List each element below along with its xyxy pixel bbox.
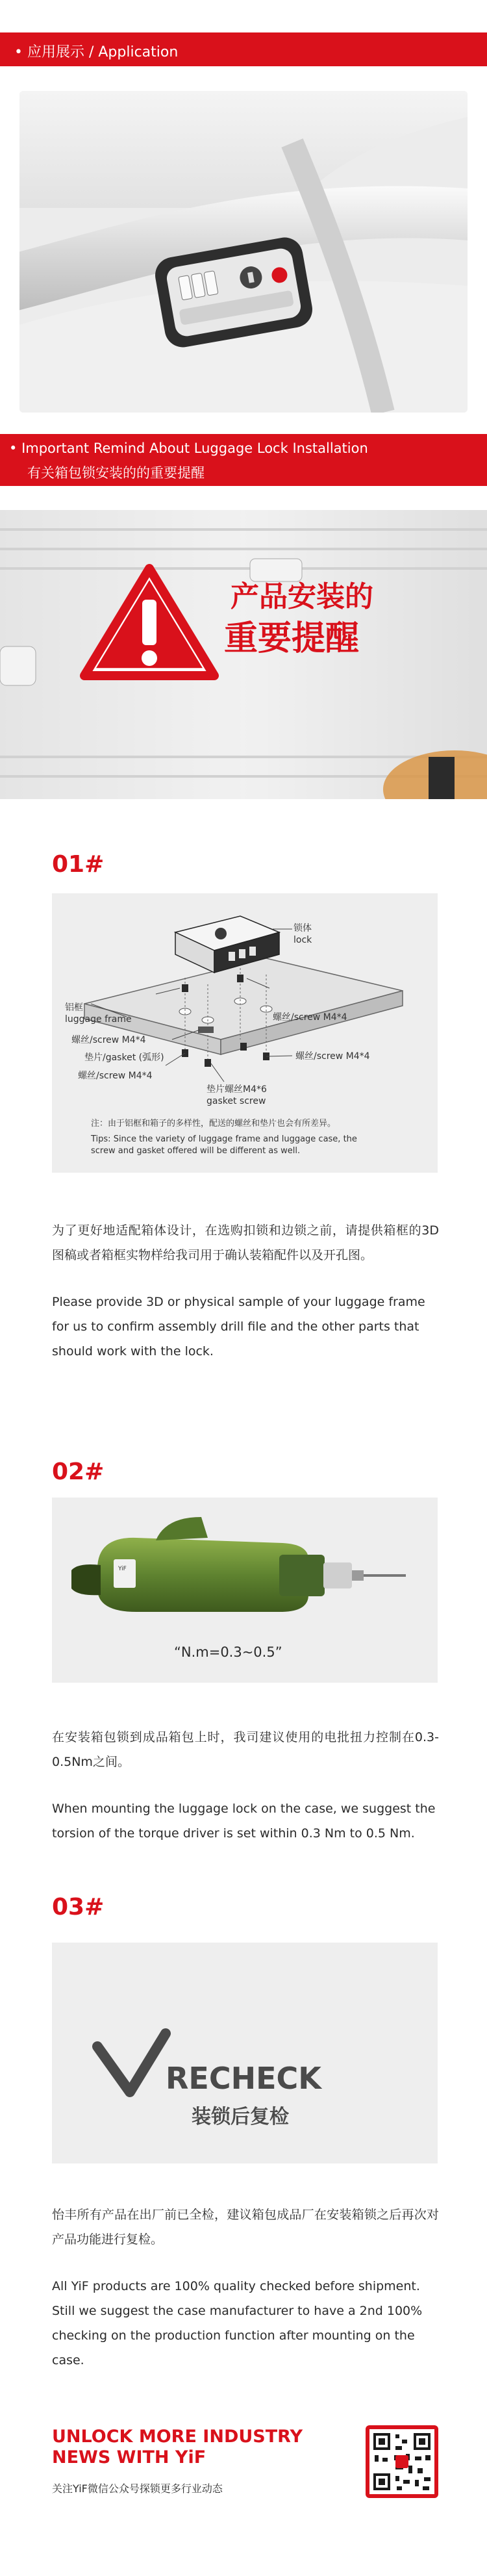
label-screw-tl: 螺丝/screw M4*4	[71, 1035, 146, 1045]
section2-text-en: When mounting the luggage lock on the case, we suggest the torsion of the torque driver is set within 0.3 Nm to 0.5 Nm.	[52, 1802, 436, 1841]
recheck-cn: 装锁后复检	[192, 2106, 289, 2128]
label-gasket-screw-en: gasket screw	[206, 1096, 266, 1106]
application-photo	[19, 91, 468, 413]
section3-text-en: All YiF products are 100% quality checked before shipment. Still we suggest the case manufacturer to have a 2nd 100% checking on the production function after mounting on the case.	[52, 2279, 423, 2367]
label-frame-en: luggage frame	[65, 1014, 132, 1025]
note-cn: 注：由于铝框和箱子的多样性，配送的螺丝和垫片也会有所差异。	[91, 1119, 336, 1129]
note-en-1: Tips: Since the variety of luggage frame and luggage case, the	[91, 1134, 357, 1144]
label-frame: 铝框	[65, 1002, 83, 1013]
header-title: • 应用展示 / Application	[14, 44, 179, 60]
footer-line1: UNLOCK MORE INDUSTRY	[52, 2427, 303, 2447]
torque-driver-image	[52, 1498, 438, 1683]
check-icon	[97, 2034, 166, 2092]
footer-headline	[52, 2427, 303, 2468]
label-gasket: 垫片/gasket (弧形)	[84, 1052, 164, 1063]
hero-line1: 产品安装的	[231, 580, 373, 613]
note-en-2: screw and gasket offered will be different as well.	[91, 1146, 301, 1156]
recheck-graphic	[52, 1943, 438, 2163]
tool-brand: YiF	[118, 1566, 127, 1572]
footer-line2: NEWS WITH YiF	[52, 2447, 206, 2468]
label-screw-r: 螺丝/screw M4*4	[295, 1051, 370, 1062]
section1-number: 01#	[52, 851, 105, 878]
section1-text-en: Please provide 3D or physical sample of your luggage frame for us to confirm assembly drill file and the other parts that should work with the lock.	[52, 1295, 425, 1358]
assembly-diagram	[52, 893, 438, 1173]
remind-title-cn: 有关箱包锁安装的的重要提醒	[27, 465, 205, 481]
remind-title-en: • Important Remind About Luggage Lock Installation	[9, 440, 368, 456]
footer-line3: 关注YiF微信公众号探锁更多行业动态	[52, 2482, 223, 2495]
torque-driver-card	[52, 1498, 438, 1683]
section3-number: 03#	[52, 1894, 105, 1920]
label-lock-en: lock	[293, 935, 312, 945]
label-gasket-screw: 垫片螺丝M4*6	[206, 1084, 267, 1095]
section2-text-cn: 在安装箱包锁到成品箱包上时，我司建议使用的电批扭力控制在0.3-0.5Nm之间。	[52, 1730, 439, 1769]
assembly-diagram-card	[52, 893, 438, 1173]
qr-code[interactable]	[366, 2425, 438, 2498]
header-bar	[0, 32, 487, 66]
hero-line2: 重要提醒	[224, 619, 360, 658]
torque-label: “N.m=0.3~0.5”	[174, 1644, 282, 1660]
label-lock: 锁体	[293, 923, 312, 934]
label-screw-bl: 螺丝/screw M4*4	[78, 1071, 153, 1081]
remind-bar	[0, 434, 487, 486]
recheck-card	[52, 1943, 438, 2163]
section3-text-cn: 怡丰所有产品在出厂前已全检，建议箱包成品厂在安装箱锁之后再次对产品功能进行复检。	[52, 2208, 439, 2247]
recheck-en: RECHECK	[166, 2061, 321, 2096]
section2-number: 02#	[52, 1459, 105, 1485]
label-screw-tr: 螺丝/screw M4*4	[273, 1012, 347, 1023]
hero-image	[0, 510, 487, 799]
section1-text-cn: 为了更好地适配箱体设计，在选购扣锁和边锁之前，请提供箱框的3D图稿或者箱框实物样给我司用于确认装箱配件以及开孔图。	[52, 1223, 439, 1262]
